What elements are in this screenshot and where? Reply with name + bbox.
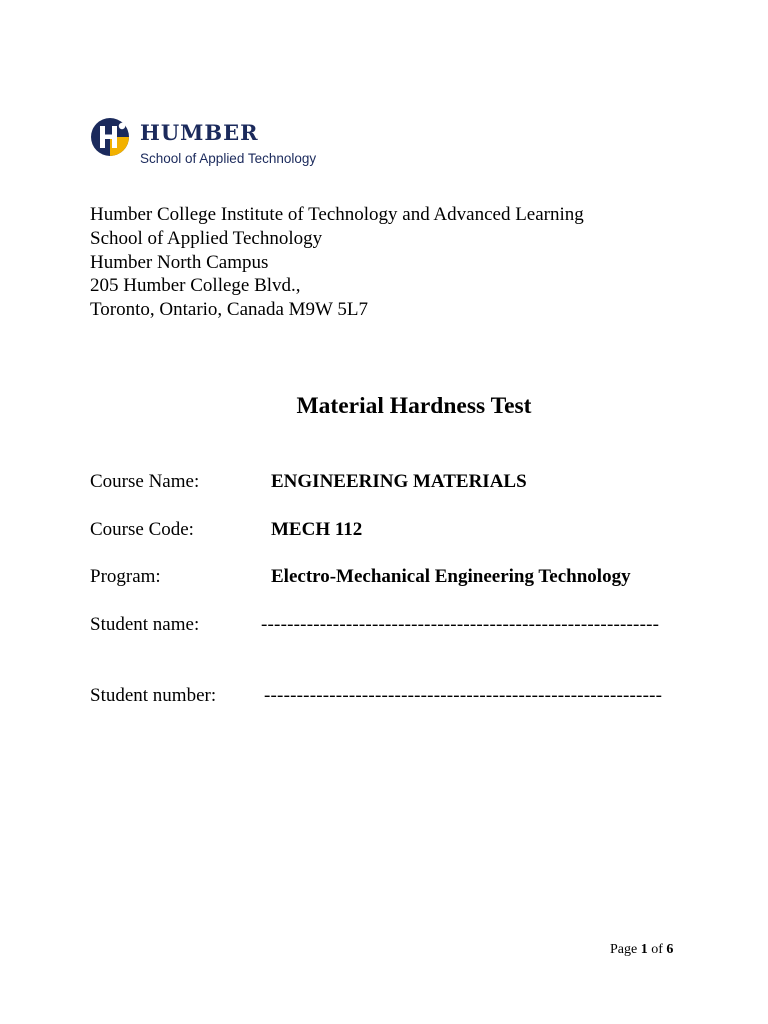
course-name-value: ENGINEERING MATERIALS (271, 471, 527, 492)
logo-subtitle: School of Applied Technology (140, 151, 317, 166)
page-of-word: of (651, 942, 663, 957)
page-total: 6 (666, 942, 674, 957)
student-number-label: Student number: (90, 685, 217, 706)
address-line-city: Toronto, Ontario, Canada M9W 5L7 (90, 299, 368, 321)
student-name-blank[interactable]: ------------------------------------------------------------- (261, 614, 660, 635)
page-word: Page (610, 942, 638, 957)
course-name-label: Course Name: (90, 471, 200, 492)
course-code-value: MECH 112 (271, 519, 363, 540)
course-code-label: Course Code: (90, 519, 194, 540)
address-line-campus: Humber North Campus (90, 251, 269, 273)
address-line-street: 205 Humber College Blvd., (90, 275, 301, 297)
humber-logo (90, 114, 340, 172)
institution-address (90, 203, 584, 322)
address-line-institution: Humber College Institute of Technology and Advanced Learning (90, 204, 584, 225)
page-footer (610, 942, 673, 958)
program-value: Electro-Mechanical Engineering Technology (271, 566, 631, 587)
humber-logo-icon (90, 117, 130, 157)
student-number-blank[interactable]: ------------------------------------------------------------- (264, 685, 663, 706)
page-current: 1 (640, 942, 648, 957)
address-line-school: School of Applied Technology (90, 227, 323, 249)
document-title: Material Hardness Test (296, 393, 532, 419)
program-label: Program: (90, 566, 161, 587)
student-name-label: Student name: (90, 614, 200, 635)
logo-wordmark: HUMBER (140, 120, 259, 145)
